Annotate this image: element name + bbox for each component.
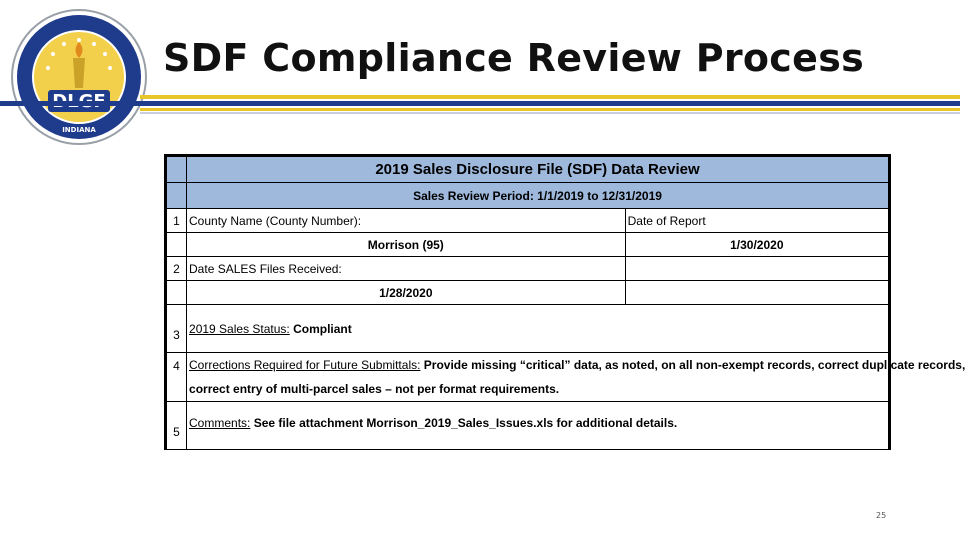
sales-status-label: 2019 Sales Status: [189, 321, 290, 336]
page-number: 25 [876, 511, 887, 520]
corrections-label: Corrections Required for Future Submittals: [189, 358, 421, 372]
logo-state-text: INDIANA [62, 126, 96, 134]
county-label: County Name (County Number): [187, 209, 626, 233]
row-number: 1 [167, 209, 187, 233]
review-heading: 2019 Sales Disclosure File (SDF) Data Review [187, 157, 889, 183]
review-period: Sales Review Period: 1/1/2019 to 12/31/2019 [187, 183, 889, 209]
gray-stripe [140, 112, 960, 114]
row-number: 5 [167, 402, 187, 450]
slide-title: SDF Compliance Review Process [163, 36, 865, 80]
date-of-report-value: 1/30/2020 [625, 233, 888, 257]
county-value: Morrison (95) [187, 233, 626, 257]
sales-status-value: Compliant [289, 321, 352, 336]
corrections-value-cont: correct entry of multi-parcel sales – not per format requirements. [189, 382, 560, 396]
comments-value: See file attachment Morrison_2019_Sales_Issues.xls for additional details. [250, 416, 678, 430]
comments-label: Comments: [189, 416, 251, 430]
gold-stripe-bottom [140, 108, 960, 111]
sdf-review-document [164, 154, 965, 450]
corrections-value: Provide missing “critical” data, as noted, on all non-exempt records, correct duplicate records, [420, 358, 965, 372]
gold-stripe-top [140, 95, 960, 99]
row-number: 2 [167, 257, 187, 281]
date-of-report-label: Date of Report [625, 209, 888, 233]
row-number: 4 [167, 353, 187, 402]
navy-stripe [0, 101, 960, 106]
files-received-label: Date SALES Files Received: [187, 257, 626, 281]
row-number: 3 [167, 305, 187, 353]
dlgf-seal-logo [10, 8, 148, 146]
files-received-value: 1/28/2020 [187, 281, 626, 305]
